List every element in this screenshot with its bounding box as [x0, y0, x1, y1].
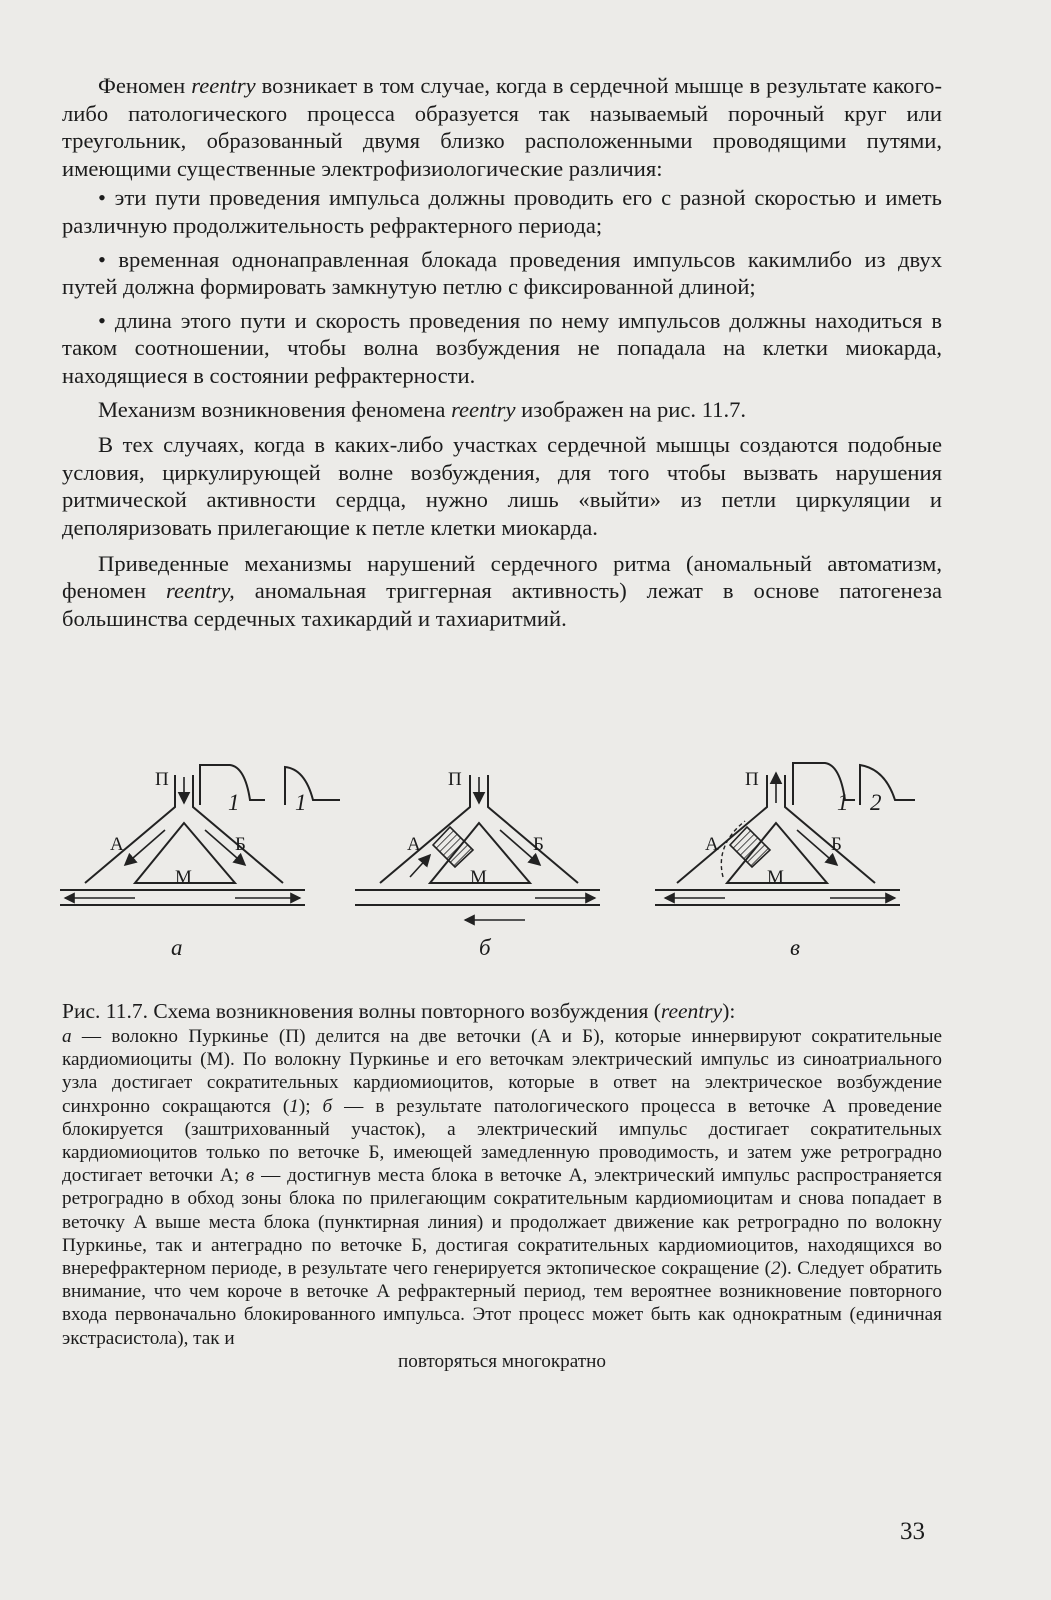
paragraph-conditions: В тех случаях, когда в каких-либо участках сердечной мышцы создаются подобные условия, циркулирующей волне возбуждения, для того чтобы вызвать нарушения ритмической активности сердца, нужно лишь «выйти» из петли циркуляции и деполяризовать прилегающие к петле клетки миокарда.: [62, 432, 942, 540]
label-myocytes: М: [470, 867, 487, 888]
panel-v: [655, 763, 915, 960]
action-potential-2b: [860, 765, 915, 805]
page-number: 33: [900, 1518, 925, 1545]
caption-last-line: повторяться многократно: [397, 1350, 607, 1372]
label-branch-a: А: [110, 834, 124, 855]
label-branch-b: Б: [235, 834, 246, 855]
bullet-item-3: • длина этого пути и скорость проведения по нему импульсов должны находиться в таком соотношении, чтобы волна возбуждения не попадала на клетки миокарда, находящиеся в состоянии рефрактерности.: [62, 307, 942, 388]
panel-label-b: б: [479, 935, 491, 960]
paragraph-mechanism: Механизм возникновения феномена reentry изображен на рис. 11.7.: [98, 396, 747, 422]
label-contraction-1: 1: [837, 790, 849, 815]
label-branch-b: Б: [831, 834, 842, 855]
term-reentry: reentry,: [166, 578, 235, 604]
caption-title: Рис. 11.7. Схема возникновения волны повторного возбуждения (reentry):: [62, 999, 736, 1023]
label-contraction-1: 1: [295, 790, 307, 815]
label-contraction-2: 2: [870, 790, 882, 815]
label-contraction-1: 1: [228, 790, 240, 815]
bullet-item-2: • временная однонаправленная блокада проведения импульсов какимлибо из двух путей должна формировать замкнутую петлю с фиксированной длиной;: [62, 246, 942, 300]
paragraph-intro: Феномен reentry возникает в том случае, когда в сердечной мышце в результате какого-либо патологического процесса образуется так называемый порочный круг или треугольник, образованный двумя близко расположенными проводящими путями, имеющими существенные электрофизиологические различия:: [62, 73, 942, 181]
impulse-arrow: [125, 830, 165, 865]
action-potential-1b: [285, 767, 340, 805]
caption-panel-v-text: — достигнув места блока в веточке А, электрический импульс распространяется ретроградно в обход зоны блока по прилегающим сократительным кардиомиоцитам и снова попадает в веточку А выше места блока (пунктирная линия) и продолжает движение как ретроградно по волокну Пуркинье, так и антеградно по веточке Б, достигая сократительных кардиомиоцитов, находящихся во внерефрактерном периоде, в результате чего генерируется эктопическое сокращение (: [62, 1165, 942, 1280]
caption-panel-v-label: в: [245, 1165, 255, 1187]
label-myocytes: М: [767, 867, 784, 888]
caption-panel-b-text: — в результате патологического процесса в веточке А проведение блокируется (заштрихованный участок), а электрический импульс достигает сократительных кардиомиоцитов только по веточке Б, имеющей замедленную проводимость, и затем уже ретроградно достигает веточки А;: [62, 1095, 942, 1187]
label-myocytes: М: [175, 867, 192, 888]
reentry-figure: [55, 755, 950, 980]
caption-panel-a-text: — волокно Пуркинье (П) делится на две веточки (А и Б), которые иннервируют сократительные кардиомиоциты (М). По волокну Пуркинье и его веточкам электрический импульс из синоатриального узла достигает сократительных кардиомиоцитов, которые в ответ на электрическое возбуждение синхронно сокращаются (: [62, 1026, 942, 1117]
panel-label-v: в: [790, 935, 800, 960]
reentry-diagram: [55, 755, 950, 980]
bullet-item-1: • эти пути проведения импульса должны проводить его с разной скоростью и иметь различную продолжительность рефрактерного периода;: [62, 185, 942, 238]
caption-panel-b-label: б: [322, 1095, 333, 1117]
panel-b: [355, 769, 600, 960]
label-branch-b: Б: [533, 834, 544, 855]
body-text: [62, 72, 942, 634]
figure-caption: Рис. 11.7. Схема возникновения волны повторного возбуждения (reentry): а — волокно Пуркинье (П) делится на две веточки (А и Б), которые иннервируют сократительные кардиомиоциты (М). По волокну Пуркинье и его веточкам электрический импульс из синоатриального узла достигает сократительных кардиомиоцитов, которые в ответ на электрическое возбуждение синхронно сокращаются (1); б — в результате патологического процесса в веточке А проведение блокируется (заштрихованный участок), а электрический импульс достигает сократительных кардиомиоцитов только по веточке Б, имеющей замедленную проводимость, и затем уже ретроградно достигает веточки А; в — достигнув места блока в веточке А, электрический импульс распространяется ретроградно в обход зоны блока по прилегающим сократительным кардиомиоцитам и снова попадает в веточку А выше места блока (пунктирная линия) и продолжает движение как ретроградно по волокну Пуркинье, так и антеградно по веточке Б, достигая сократительных кардиомиоцитов, находящихся во внерефрактерном периоде, в результате чего генерируется эктопическое сокращение (2). Следует обратить внимание, что чем короче в веточке А рефрактерный период, тем вероятнее возникновение повторного входа первоначально блокированного импульса. Этот процесс может быть как однократным (единичная экстрасистола), так и повторяться многократно: [62, 999, 942, 1372]
term-reentry: reentry: [191, 73, 256, 98]
label-purkinje: П: [448, 769, 462, 790]
term-reentry: reentry: [451, 396, 516, 422]
retrograde-arrow: [410, 855, 430, 877]
label-branch-a: А: [407, 834, 421, 855]
panel-label-a: а: [171, 935, 183, 960]
paragraph-summary: Приведенные механизмы нарушений сердечного ритма (аномальный автоматизм, феномен reentry, аномальная триггерная активность) лежат в основе патогенеза большинства сердечных тахикардий и тахиаритмий.: [62, 550, 942, 631]
label-purkinje: П: [745, 769, 759, 790]
panel-a: [60, 765, 340, 960]
label-branch-a: А: [705, 834, 719, 855]
caption-panel-a-label: а: [62, 1026, 72, 1047]
label-purkinje: П: [155, 769, 169, 790]
